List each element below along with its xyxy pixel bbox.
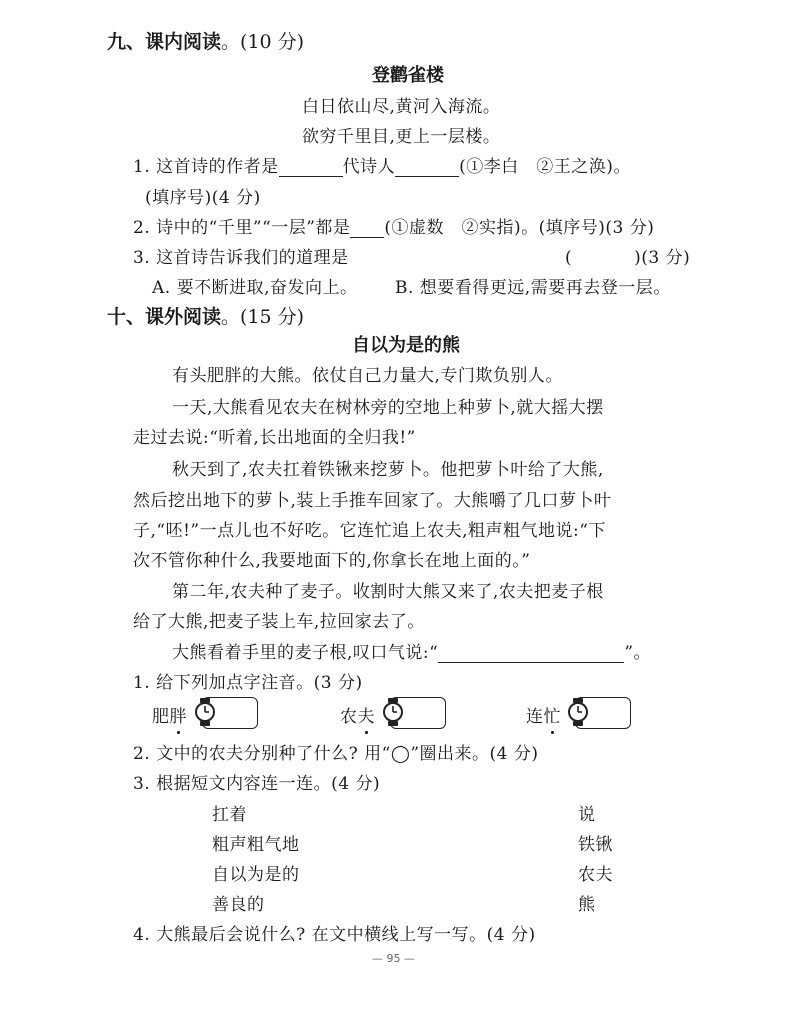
q10-question-1: 1. 给下列加点字注音。(3 分) — [133, 673, 363, 693]
story-p3-line-2: 然后挖出地下的萝卜,装上手推车回家了。大熊嚼了几口萝卜叶 — [133, 491, 612, 511]
dotted-char: 夫 — [358, 702, 376, 727]
q9-question-2 — [133, 213, 654, 238]
story-p2-line-2: 走过去说:“听着,长出地面的全归我!” — [133, 428, 416, 448]
pinyin-word-lianmang — [526, 702, 561, 727]
story-p5-text-b: ”。 — [624, 643, 652, 663]
poem-title: 登鹳雀楼 — [372, 65, 444, 86]
clock-icon — [382, 697, 404, 727]
poem-line-1: 白日依山尽,黄河入海流。 — [302, 97, 501, 117]
match-right-item[interactable]: 农夫 — [578, 865, 613, 885]
q9-q2-text-a: 2. 诗中的“千里”“一层”都是 — [133, 218, 351, 238]
pinyin-word-feipang — [152, 702, 187, 727]
match-left-item[interactable]: 粗声粗气地 — [212, 835, 300, 855]
clock-icon — [567, 697, 589, 727]
section-ten-heading — [107, 302, 304, 329]
story-p4-line-1: 第二年,农夫种了麦子。收割时大熊又来了,农夫把麦子根 — [172, 582, 604, 602]
story-p1: 有头肥胖的大熊。依仗自己力量大,专门欺负别人。 — [172, 366, 563, 386]
section-ten-points: 。(15 分) — [221, 306, 305, 328]
story-title: 自以为是的熊 — [352, 335, 460, 356]
q9-question-1 — [133, 152, 631, 177]
q10-question-4: 4. 大熊最后会说什么? 在文中横线上写一写。(4 分) — [133, 925, 536, 945]
q9-question-3: 3. 这首诗告诉我们的道理是 — [133, 248, 349, 268]
match-right-item[interactable]: 熊 — [578, 895, 596, 915]
story-p5-text-a: 大熊看着手里的麦子根,叹口气说:“ — [172, 643, 439, 663]
match-left-item[interactable]: 自以为是的 — [212, 865, 300, 885]
section-ten-title: 、课外阅读 — [126, 306, 222, 328]
q10-question-3: 3. 根据短文内容连一连。(4 分) — [133, 774, 381, 794]
match-right-item[interactable]: 说 — [578, 805, 596, 825]
word-char: 连 — [526, 707, 544, 727]
bear-words-blank[interactable] — [438, 644, 624, 663]
poem-line-2: 欲穷千里目,更上一层楼。 — [302, 127, 501, 147]
word-char: 肥 — [152, 707, 170, 727]
match-left-item[interactable]: 善良的 — [212, 895, 265, 915]
match-left-item[interactable]: 扛着 — [212, 805, 247, 825]
story-p3-line-3: 子,“呸!”一点儿也不好吃。它连忙追上农夫,粗声粗气地说:“下 — [133, 521, 606, 541]
story-p2-line-1: 一天,大熊看见农夫在树林旁的空地上种萝卜,就大摇大摆 — [172, 398, 604, 418]
q9-q3-paren-right: )(3 分) — [634, 248, 691, 268]
story-p3-line-4: 次不管你种什么,我要地面下的,你拿长在地上面的。” — [133, 551, 531, 571]
section-nine-points: 。(10 分) — [221, 31, 305, 53]
story-p4-line-2: 给了大熊,把麦子装上车,拉回家去了。 — [133, 612, 425, 632]
pinyin-word-nongfu — [340, 702, 375, 727]
q10-question-2: 2. 文中的农夫分别种了什么? 用“◯”圈出来。(4 分) — [133, 744, 539, 764]
match-right-item[interactable]: 铁锹 — [578, 835, 613, 855]
q9-q2-blank[interactable] — [350, 219, 384, 238]
q9-q1-text-a: 1. 这首诗的作者是 — [133, 157, 279, 177]
dotted-char: 忙 — [544, 702, 562, 727]
q9-option-b[interactable]: B. 想要看得更远,需要再去登一层。 — [395, 278, 671, 298]
q9-q1-text-c: (①李白 ②王之涣)。 — [459, 157, 631, 177]
section-nine-num: 九 — [107, 31, 127, 53]
q9-option-a[interactable]: A. 要不断进取,奋发向上。 — [152, 278, 358, 298]
word-char: 农 — [340, 707, 358, 727]
dotted-char: 胖 — [170, 702, 188, 727]
story-p3-line-1: 秋天到了,农夫扛着铁锹来挖萝卜。他把萝卜叶给了大熊, — [172, 460, 604, 480]
section-nine-heading — [107, 27, 304, 54]
section-nine-title: 、课内阅读 — [126, 31, 222, 53]
page-number: — 95 — — [372, 952, 415, 965]
q9-q1-blank-1[interactable] — [279, 158, 343, 177]
q9-q2-text-b: (①虚数 ②实指)。(填序号)(3 分) — [384, 218, 655, 238]
q9-q3-answer-paren[interactable] — [565, 243, 690, 268]
clock-icon — [194, 697, 216, 727]
section-ten-num: 十 — [107, 306, 127, 328]
q9-q1-instruction: (填序号)(4 分) — [145, 188, 261, 208]
q9-q1-blank-2[interactable] — [395, 158, 459, 177]
q9-q1-text-b: 代诗人 — [342, 157, 396, 177]
q9-q3-paren-left: ( — [565, 248, 573, 268]
story-p5 — [172, 638, 651, 663]
